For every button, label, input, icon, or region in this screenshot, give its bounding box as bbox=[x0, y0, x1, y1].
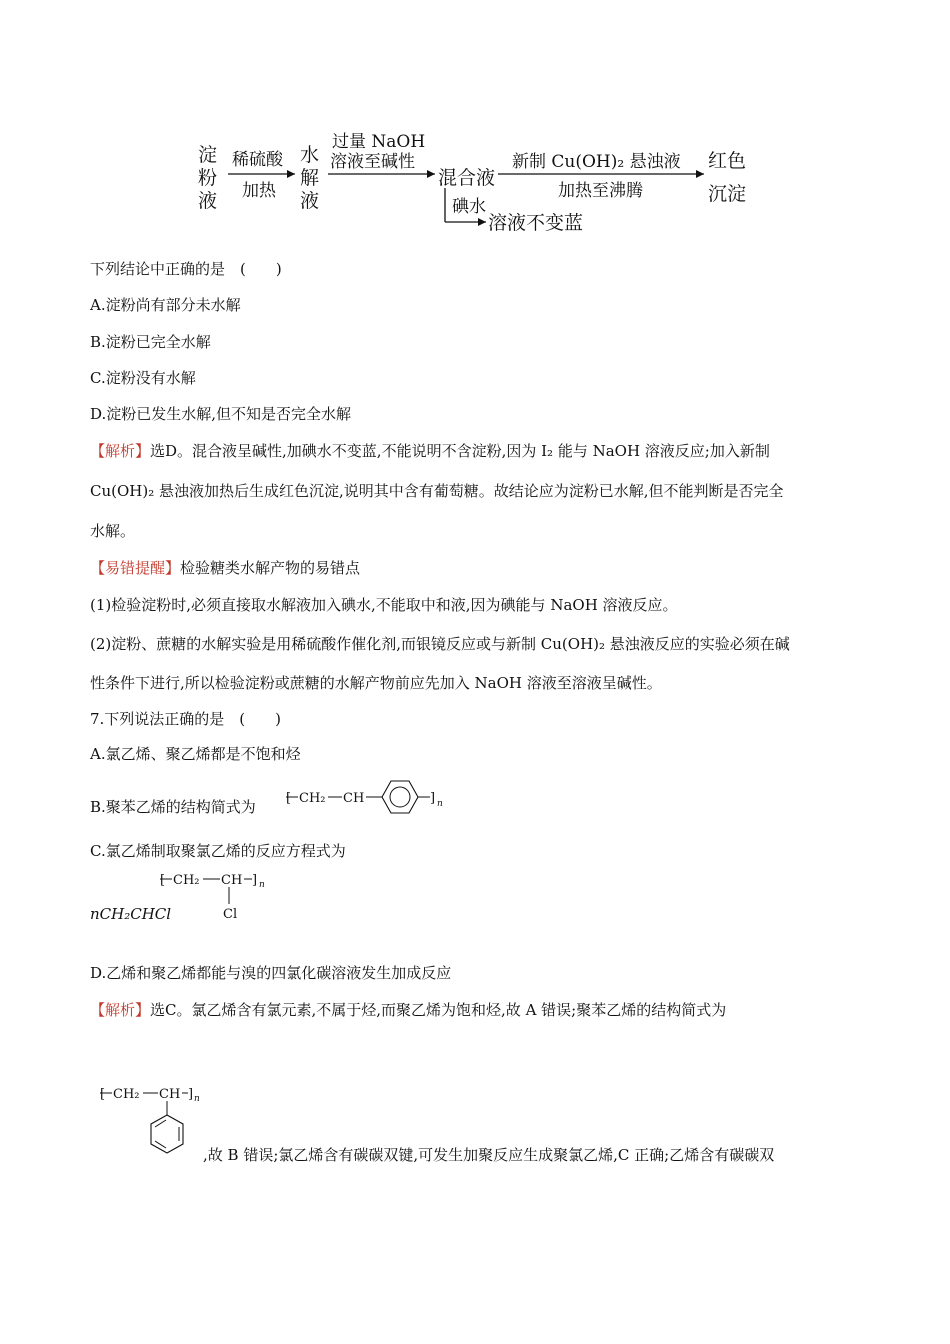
q7-option-a: A.氯乙烯、聚乙烯都是不饱和烃 bbox=[90, 745, 301, 763]
q6-option-b: B.淀粉已完全水解 bbox=[90, 333, 211, 351]
pvc-subscript-n: n bbox=[259, 880, 265, 890]
flow-end-1: 红色 bbox=[708, 150, 747, 172]
flow-arrowhead-2 bbox=[427, 170, 435, 178]
q6-option-d: D.淀粉已发生水解,但不知是否完全水解 bbox=[90, 405, 352, 423]
q6-option-c: C.淀粉没有水解 bbox=[90, 369, 196, 387]
q6-tip-heading bbox=[90, 557, 360, 578]
q6-analysis-line-3: 水解。 bbox=[90, 522, 136, 540]
pvc-bracket-right: ] bbox=[252, 873, 258, 888]
pvc-cl: Cl bbox=[223, 907, 238, 922]
q7-stem: 7.下列说法正确的是 ( ) bbox=[90, 710, 282, 728]
q6-tip-tag: 【易错提醒】 bbox=[90, 559, 181, 577]
q7-reactant: nCH₂CHCl bbox=[90, 905, 172, 923]
ps-benzene-ring bbox=[151, 1115, 183, 1153]
bracket-right: ] bbox=[430, 791, 436, 806]
flow-step3-top: 新制 Cu(OH)₂ 悬浊液 bbox=[512, 152, 681, 172]
flow-start-2: 粉 bbox=[198, 167, 218, 189]
flow-start-1: 淀 bbox=[198, 144, 218, 166]
q6-tip-2-line-1: (2)淀粉、蔗糖的水解实验是用稀硫酸作催化剂,而银镜反应或与新制 Cu(OH)₂ 悬浊液反应的实验必须在碱 bbox=[90, 635, 790, 653]
polystyrene-formula-analysis bbox=[100, 1078, 200, 1166]
q6-analysis-line-1 bbox=[90, 440, 770, 461]
q7-option-b: B.聚苯乙烯的结构简式为 bbox=[90, 798, 256, 816]
benzene-ring-inner bbox=[390, 787, 410, 807]
ch-group: CH bbox=[343, 791, 365, 806]
flow-mix: 混合液 bbox=[438, 167, 496, 189]
ch2-group: CH₂ bbox=[299, 791, 326, 806]
flow-mid-3: 液 bbox=[300, 190, 320, 212]
ps-subscript-n: n bbox=[194, 1094, 200, 1104]
flow-end-2: 沉淀 bbox=[708, 183, 747, 205]
q7-analysis-line-1 bbox=[90, 999, 726, 1020]
q6-tip-2-line-2: 性条件下进行,所以检验淀粉或蔗糖的水解产物前应先加入 NaOH 溶液至溶液呈碱性。 bbox=[90, 674, 662, 692]
flow-step1-top: 稀硫酸 bbox=[232, 150, 283, 170]
q7-analysis-tag: 【解析】 bbox=[90, 1001, 151, 1019]
polystyrene-formula-inline bbox=[286, 773, 456, 823]
pvc-ch-group: CH bbox=[221, 873, 243, 888]
flow-arrowhead-1 bbox=[287, 170, 295, 178]
bracket-left: [ bbox=[286, 791, 292, 806]
ps-bracket-left: [ bbox=[100, 1087, 106, 1102]
q6-analysis-line-2: Cu(OH)₂ 悬浊液加热后生成红色沉淀,说明其中含有葡萄糖。故结论应为淀粉已水解,但不能判断是否完全 bbox=[90, 482, 784, 500]
flow-branch-label: 碘水 bbox=[452, 197, 486, 217]
q6-option-a: A.淀粉尚有部分未水解 bbox=[90, 296, 241, 314]
flow-step2-top2: 溶液至碱性 bbox=[330, 152, 415, 172]
flow-arrowhead-3 bbox=[696, 170, 704, 178]
q7-analysis-line-2: ,故 B 错误;氯乙烯含有碳碳双键,可发生加聚反应生成聚氯乙烯,C 正确;乙烯含有碳碳双 bbox=[203, 1146, 775, 1164]
pvc-bracket-left: [ bbox=[160, 873, 166, 888]
q7-analysis-text-1: 选C。氯乙烯含有氯元素,不属于烃,而聚乙烯为饱和烃,故 A 错误;聚苯乙烯的结构简式为 bbox=[150, 1001, 727, 1019]
flow-start-3: 液 bbox=[198, 190, 218, 212]
pvc-formula bbox=[160, 864, 270, 926]
pvc-ch2-group: CH₂ bbox=[173, 873, 200, 888]
q6-analysis-text-1: 选D。混合液呈碱性,加碘水不变蓝,不能说明不含淀粉,因为 I₂ 能与 NaOH 溶液反应;加入新制 bbox=[150, 442, 770, 460]
ps-ch-group: CH bbox=[159, 1087, 181, 1102]
q6-stem: 下列结论中正确的是 ( ) bbox=[90, 260, 282, 278]
q7-option-c: C.氯乙烯制取聚氯乙烯的反应方程式为 bbox=[90, 842, 346, 860]
flow-step2-top1: 过量 NaOH bbox=[332, 132, 426, 152]
q7-option-d: D.乙烯和聚乙烯都能与溴的四氯化碳溶液发生加成反应 bbox=[90, 964, 452, 982]
subscript-n: n bbox=[437, 799, 443, 809]
ps-ch2-group: CH₂ bbox=[113, 1087, 140, 1102]
flow-step3-bottom: 加热至沸腾 bbox=[558, 181, 643, 201]
q6-tip-title: 检验糖类水解产物的易错点 bbox=[180, 559, 361, 577]
hydrolysis-flow-diagram bbox=[190, 128, 770, 238]
flow-mid-1: 水 bbox=[300, 144, 320, 166]
q6-tip-1: (1)检验淀粉时,必须直接取水解液加入碘水,不能取中和液,因为碘能与 NaOH 溶液反应。 bbox=[90, 596, 678, 614]
flow-branch-result: 溶液不变蓝 bbox=[488, 212, 584, 234]
ps-bracket-right: ] bbox=[188, 1087, 194, 1102]
flow-step1-bottom: 加热 bbox=[242, 181, 276, 201]
q6-analysis-tag: 【解析】 bbox=[90, 442, 151, 460]
benzene-ring bbox=[382, 781, 418, 813]
flow-mid-2: 解 bbox=[300, 167, 320, 189]
flow-branch-arrowhead bbox=[478, 218, 486, 226]
